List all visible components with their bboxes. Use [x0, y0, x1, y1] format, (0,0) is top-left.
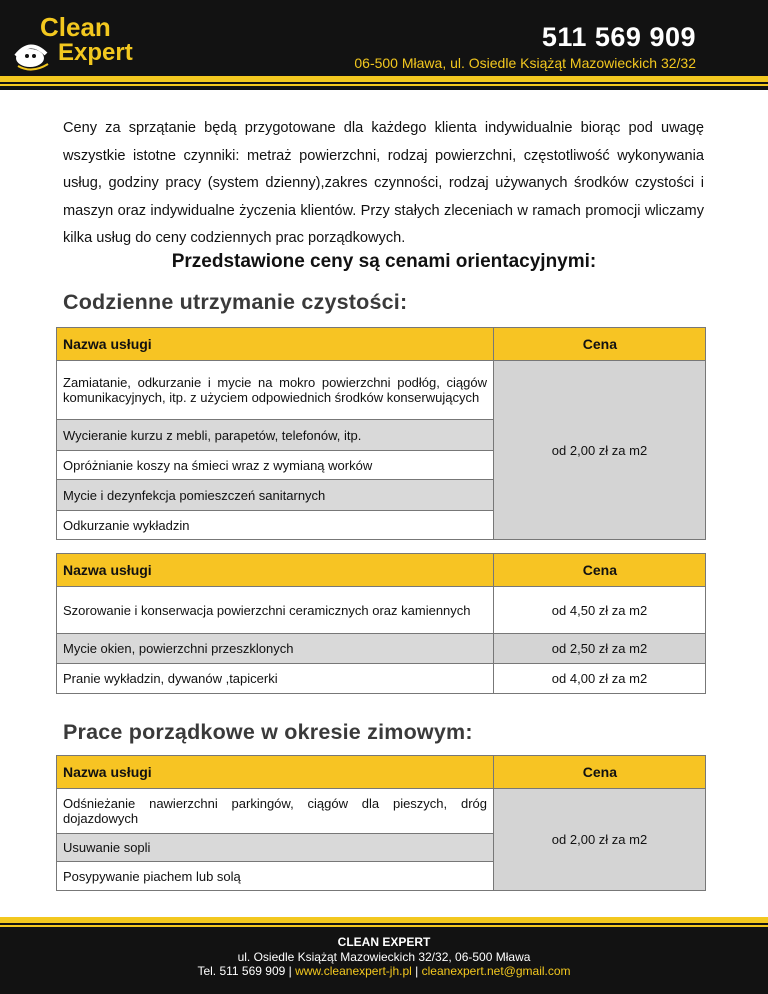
footer-stripe-thin: [0, 925, 768, 927]
price-cell: od 4,50 zł za m2: [494, 587, 706, 634]
table-header-price: Cena: [494, 756, 706, 789]
price-cell: od 2,00 zł za m2: [494, 361, 706, 540]
table-row: Szorowanie i konserwacja powierzchni ceramicznych oraz kamiennych: [57, 587, 494, 634]
header-stripe: [0, 76, 768, 82]
page-header: [0, 0, 768, 90]
extra-services-table: [56, 553, 706, 694]
website-link[interactable]: www.cleanexpert-jh.pl: [295, 964, 412, 978]
intro-paragraph: Ceny za sprzątanie będą przygotowane dla każdego klienta indywidualnie biorąc pod uwagę wszystkie istotne czynniki: metraż powierzchni, rodzaj powierzchni, częstotliwość wykonywania usług, godziny pracy (system dzienny),zakres czynności, rodzaj używanych środków czystości i maszyn oraz indywidualne życzenia klientów. Przy stałych zleceniach w ramach promocji wliczamy kilka usług do ceny codziennych prac porządkowych.: [63, 120, 704, 246]
table-row: Odśnieżanie nawierzchni parkingów, ciągów dla pieszych, dróg dojazdowych: [57, 789, 494, 834]
footer-company: CLEAN EXPERT: [337, 935, 431, 949]
clean-expert-logo: [10, 8, 160, 80]
footer-separator: |: [415, 964, 419, 978]
table-header-service: Nazwa usługi: [57, 328, 494, 361]
table-row: Zamiatanie, odkurzanie i mycie na mokro powierzchni podłóg, ciągów komunikacyjnych, itp. z użyciem odpowiednich środków konserwujących: [57, 361, 494, 420]
header-stripe-thin: [0, 84, 768, 86]
table-row: Wycieranie kurzu z mebli, parapetów, telefonów, itp.: [57, 420, 494, 451]
table-row: Opróżnianie koszy na śmieci wraz z wymianą worków: [57, 451, 494, 480]
table-header-service: Nazwa usługi: [57, 554, 494, 587]
svg-text:Clean: Clean: [40, 12, 111, 42]
table-row: Mycie okien, powierzchni przeszklonych: [57, 634, 494, 664]
footer-contact: [0, 964, 768, 978]
header-phone: 511 569 909: [541, 22, 696, 52]
table-row: Odkurzanie wykładzin: [57, 511, 494, 540]
price-cell: od 4,00 zł za m2: [494, 664, 706, 694]
section-title-winter: Prace porządkowe w okresie zimowym:: [63, 720, 473, 744]
table-header-service: Nazwa usługi: [57, 756, 494, 789]
winter-services-table: [56, 755, 706, 891]
svg-text:Expert: Expert: [58, 39, 133, 66]
footer-stripe: [0, 917, 768, 923]
page-footer: [0, 917, 768, 994]
header-address: 06-500 Mława, ul. Osiedle Książąt Mazowieckich 32/32: [354, 55, 696, 71]
table-row: Posypywanie piachem lub solą: [57, 862, 494, 891]
price-cell: od 2,50 zł za m2: [494, 634, 706, 664]
email-link[interactable]: cleanexpert.net@gmail.com: [421, 964, 571, 978]
table-row: Mycie i dezynfekcja pomieszczeń sanitarnych: [57, 480, 494, 511]
daily-cleaning-table: [56, 327, 706, 540]
table-row: Pranie wykładzin, dywanów ,tapicerki: [57, 664, 494, 694]
section-title-daily: Codzienne utrzymanie czystości:: [63, 290, 408, 314]
table-header-price: Cena: [494, 554, 706, 587]
footer-phone: Tel. 511 569 909 |: [197, 964, 292, 978]
prices-subheading: Przedstawione ceny są cenami orientacyjnymi:: [171, 251, 597, 272]
table-row: Usuwanie sopli: [57, 834, 494, 862]
price-cell: od 2,00 zł za m2: [494, 789, 706, 891]
footer-address: ul. Osiedle Książąt Mazowieckich 32/32, 06-500 Mława: [237, 950, 531, 964]
table-header-price: Cena: [494, 328, 706, 361]
